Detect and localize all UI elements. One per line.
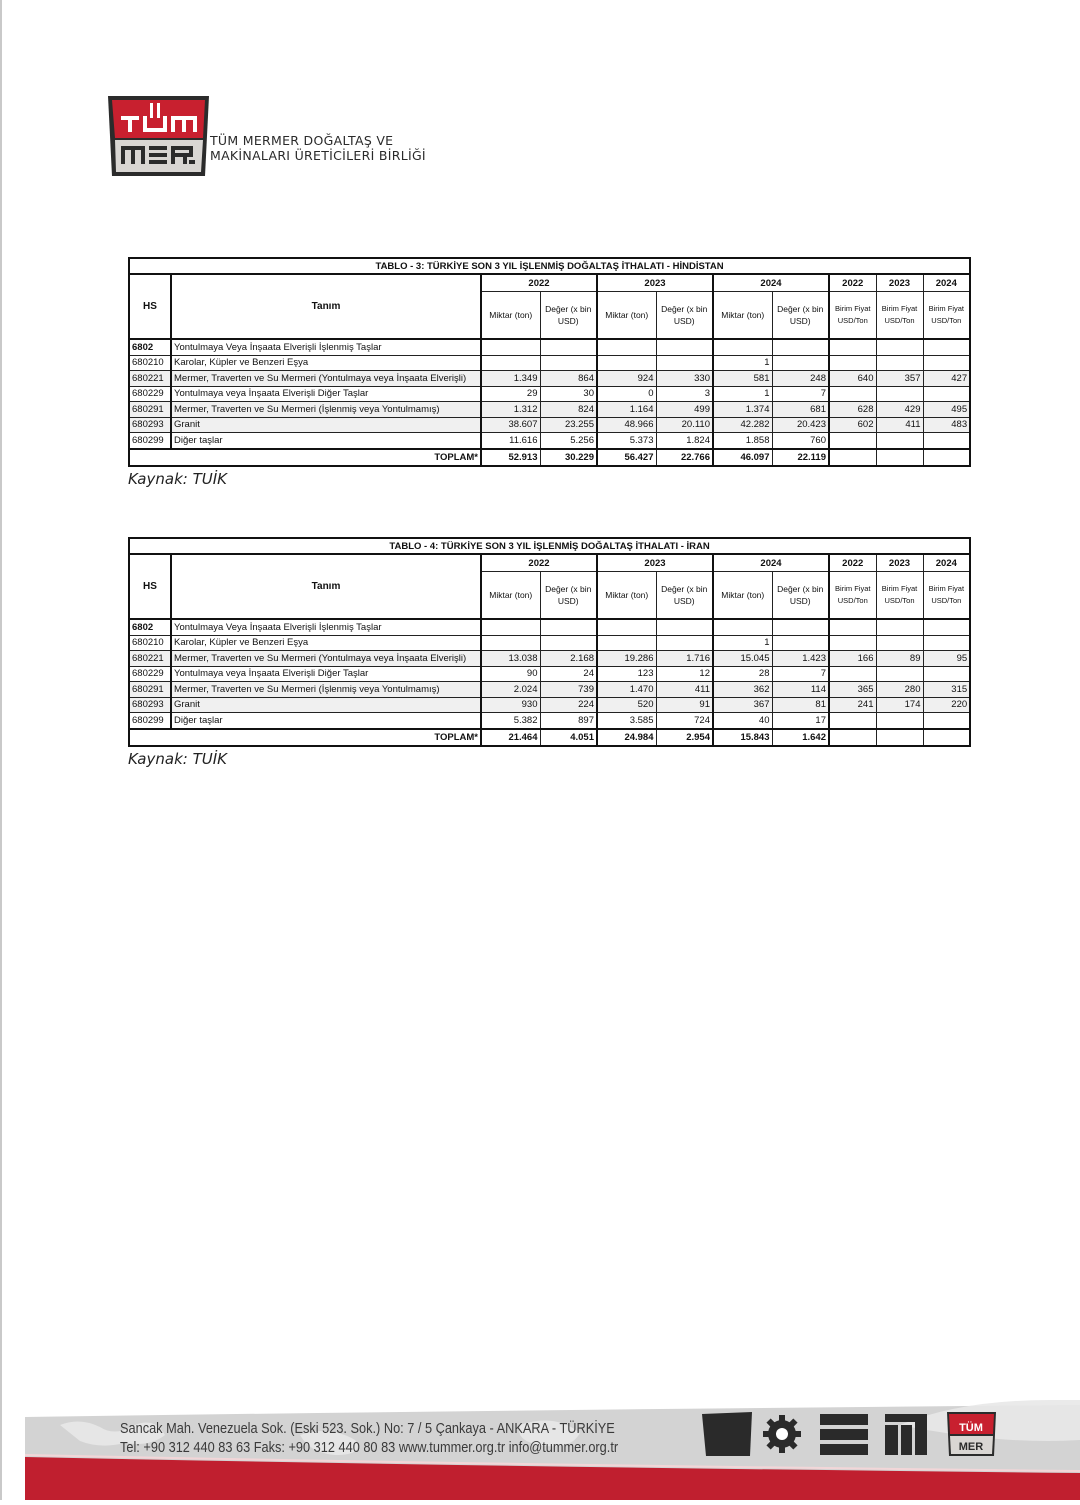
gear-icon	[763, 1415, 801, 1453]
cell-b2023	[876, 635, 923, 651]
description: Mermer, Traverten ve Su Mermeri (İşlenmiş veya Yontulmamış)	[171, 682, 481, 698]
cell-b2024	[923, 433, 970, 449]
cell-d2022	[540, 355, 597, 371]
cell-b2023	[876, 666, 923, 682]
year-header-row	[129, 554, 970, 572]
cell-d2022: 739	[540, 682, 597, 698]
cell-m2024: 15.045	[713, 651, 772, 667]
cell-d2024: 114	[772, 682, 829, 698]
table-title-row	[129, 538, 970, 554]
table-iran	[128, 537, 971, 747]
cell-d2024: 760	[772, 433, 829, 449]
cell-m2023	[597, 635, 656, 651]
year-header: 2023	[597, 554, 713, 572]
table-row	[129, 682, 970, 698]
cell-m2023	[597, 339, 656, 355]
total-label: TOPLAM*	[129, 729, 481, 746]
cell-d2022: 224	[540, 697, 597, 713]
cell-d2024: 20.423	[772, 417, 829, 433]
cell-d2023	[656, 355, 713, 371]
column-header-miktar: Miktar (ton)	[481, 292, 540, 340]
cell-d2023	[656, 635, 713, 651]
unit-price-year-header: 2024	[923, 554, 970, 572]
cell-b2023: 174	[876, 697, 923, 713]
cell-d2022	[540, 619, 597, 635]
cell-d2022: 864	[540, 371, 597, 387]
cell-m2024	[713, 339, 772, 355]
cell-d2022: 5.256	[540, 433, 597, 449]
organization-name-line1: TÜM MERMER DOĞALTAŞ VE	[210, 133, 394, 148]
cell-m2023: 123	[597, 666, 656, 682]
cell-b2024	[923, 339, 970, 355]
total-m2024: 46.097	[713, 449, 772, 466]
cell-m2023: 924	[597, 371, 656, 387]
hs-code: 680221	[129, 371, 171, 387]
table-title-row	[129, 258, 970, 274]
cell-b2023: 280	[876, 682, 923, 698]
description: Granit	[171, 697, 481, 713]
cell-m2023: 19.286	[597, 651, 656, 667]
cell-d2023: 12	[656, 666, 713, 682]
column-header-birim-fiyat: Birim Fiyat USD/Ton	[829, 572, 876, 620]
cell-d2024: 681	[772, 402, 829, 418]
hs-code: 680221	[129, 651, 171, 667]
cell-m2024: 581	[713, 371, 772, 387]
cell-m2022: 90	[481, 666, 540, 682]
cell-b2023	[876, 619, 923, 635]
unit-price-year-header: 2022	[829, 554, 876, 572]
column-header-deger: Değer (x bin USD)	[540, 292, 597, 340]
cell-b2024	[923, 355, 970, 371]
cell-b2022	[829, 433, 876, 449]
cell-d2024	[772, 619, 829, 635]
table-row	[129, 666, 970, 682]
cell-m2024: 367	[713, 697, 772, 713]
table-row	[129, 433, 970, 449]
cell-m2022	[481, 635, 540, 651]
hs-code: 6802	[129, 619, 171, 635]
total-row	[129, 729, 970, 746]
data-table	[128, 257, 971, 467]
cell-d2024: 1.423	[772, 651, 829, 667]
cell-d2022	[540, 635, 597, 651]
total-m2023: 56.427	[597, 449, 656, 466]
unit-price-year-header: 2022	[829, 274, 876, 292]
total-d2024: 1.642	[772, 729, 829, 746]
slabs-icon	[820, 1414, 868, 1455]
cell-m2023	[597, 355, 656, 371]
table-row	[129, 635, 970, 651]
total-d2022: 4.051	[540, 729, 597, 746]
cell-b2022	[829, 635, 876, 651]
column-header-hs: HS	[129, 554, 171, 619]
total-m2024: 15.843	[713, 729, 772, 746]
cell-b2023: 429	[876, 402, 923, 418]
cell-m2022: 11.616	[481, 433, 540, 449]
cell-d2023: 91	[656, 697, 713, 713]
cell-m2022	[481, 619, 540, 635]
cell-d2024: 81	[772, 697, 829, 713]
hs-code: 680293	[129, 417, 171, 433]
year-header: 2024	[713, 554, 829, 572]
hs-code: 6802	[129, 339, 171, 355]
cell-b2022: 365	[829, 682, 876, 698]
tummer-logo	[107, 94, 210, 178]
cell-d2022: 30	[540, 386, 597, 402]
cell-d2023	[656, 619, 713, 635]
cell-b2024	[923, 386, 970, 402]
hs-code: 680299	[129, 433, 171, 449]
cell-b2023	[876, 386, 923, 402]
cell-m2024: 1.374	[713, 402, 772, 418]
hs-code: 680210	[129, 635, 171, 651]
cell-d2024: 7	[772, 386, 829, 402]
cell-b2023	[876, 433, 923, 449]
organization-name-line2: MAKİNALARI ÜRETİCİLERİ BİRLİĞİ	[210, 148, 426, 163]
year-header: 2022	[481, 274, 597, 292]
unit-price-year-header: 2024	[923, 274, 970, 292]
cell-b2022	[829, 713, 876, 729]
hs-code: 680229	[129, 386, 171, 402]
column-header-miktar: Miktar (ton)	[597, 572, 656, 620]
data-table	[128, 537, 971, 747]
cell-b2022	[829, 355, 876, 371]
description: Yontulmaya Veya İnşaata Elverişli İşlenmiş Taşlar	[171, 339, 481, 355]
cell-m2023: 1.164	[597, 402, 656, 418]
cell-m2022: 13.038	[481, 651, 540, 667]
table-row	[129, 371, 970, 387]
cell-d2023: 411	[656, 682, 713, 698]
unit-price-year-header: 2023	[876, 554, 923, 572]
cell-b2024: 495	[923, 402, 970, 418]
cell-b2022: 628	[829, 402, 876, 418]
column-header-birim-fiyat: Birim Fiyat USD/Ton	[923, 292, 970, 340]
organization-name	[210, 133, 426, 163]
description: Karolar, Küpler ve Benzeri Eşya	[171, 355, 481, 371]
cell-d2023: 1.824	[656, 433, 713, 449]
description: Yontulmaya veya İnşaata Elverişli Diğer Taşlar	[171, 386, 481, 402]
cell-m2023: 48.966	[597, 417, 656, 433]
hs-code: 680229	[129, 666, 171, 682]
cell-m2023: 0	[597, 386, 656, 402]
description: Diğer taşlar	[171, 713, 481, 729]
column-header-deger: Değer (x bin USD)	[540, 572, 597, 620]
hs-code: 680291	[129, 402, 171, 418]
hs-code: 680210	[129, 355, 171, 371]
footer-icons	[700, 1410, 1000, 1460]
cell-b2022	[829, 666, 876, 682]
table-row	[129, 697, 970, 713]
cell-b2024: 95	[923, 651, 970, 667]
year-header: 2022	[481, 554, 597, 572]
description: Yontulmaya Veya İnşaata Elverişli İşlenmiş Taşlar	[171, 619, 481, 635]
hs-code: 680299	[129, 713, 171, 729]
cell-b2024: 427	[923, 371, 970, 387]
column-header-deger: Değer (x bin USD)	[656, 292, 713, 340]
cell-b2022	[829, 619, 876, 635]
total-empty-cell	[829, 449, 876, 466]
cell-m2022: 1.349	[481, 371, 540, 387]
total-empty-cell	[876, 729, 923, 746]
cell-d2022: 2.168	[540, 651, 597, 667]
column-header-birim-fiyat: Birim Fiyat USD/Ton	[876, 292, 923, 340]
cell-b2023: 411	[876, 417, 923, 433]
cell-b2022: 602	[829, 417, 876, 433]
column-header-deger: Değer (x bin USD)	[656, 572, 713, 620]
source-note: Kaynak: TUİK	[128, 750, 227, 768]
description: Karolar, Küpler ve Benzeri Eşya	[171, 635, 481, 651]
total-m2022: 21.464	[481, 729, 540, 746]
table-row	[129, 619, 970, 635]
total-row	[129, 449, 970, 466]
cell-b2023: 357	[876, 371, 923, 387]
column-header-tanim: Tanım	[171, 554, 481, 619]
cell-b2023	[876, 713, 923, 729]
cell-d2023: 724	[656, 713, 713, 729]
cell-m2023: 5.373	[597, 433, 656, 449]
cell-d2023: 1.716	[656, 651, 713, 667]
cell-d2023: 3	[656, 386, 713, 402]
cell-m2022: 29	[481, 386, 540, 402]
cell-m2024: 1	[713, 355, 772, 371]
cell-m2024: 1.858	[713, 433, 772, 449]
cell-b2024: 483	[923, 417, 970, 433]
total-d2023: 2.954	[656, 729, 713, 746]
column-header-birim-fiyat: Birim Fiyat USD/Ton	[876, 572, 923, 620]
cell-m2023: 3.585	[597, 713, 656, 729]
cell-m2024: 362	[713, 682, 772, 698]
cell-m2023	[597, 619, 656, 635]
cell-d2023: 20.110	[656, 417, 713, 433]
column-header-miktar: Miktar (ton)	[713, 292, 772, 340]
cell-b2024	[923, 713, 970, 729]
cell-m2024: 1	[713, 386, 772, 402]
total-d2023: 22.766	[656, 449, 713, 466]
column-header-tanim: Tanım	[171, 274, 481, 339]
total-label: TOPLAM*	[129, 449, 481, 466]
total-empty-cell	[923, 729, 970, 746]
cell-b2024	[923, 619, 970, 635]
total-d2024: 22.119	[772, 449, 829, 466]
total-empty-cell	[829, 729, 876, 746]
cell-m2022: 2.024	[481, 682, 540, 698]
cell-m2023: 520	[597, 697, 656, 713]
cell-b2022: 241	[829, 697, 876, 713]
footer-address: Sancak Mah. Venezuela Sok. (Eski 523. Sok.) No: 7 / 5 Çankaya - ANKARA - TÜRKİYE	[120, 1421, 615, 1437]
column-header-miktar: Miktar (ton)	[597, 292, 656, 340]
column-header-miktar: Miktar (ton)	[713, 572, 772, 620]
svg-text:MER: MER	[958, 1441, 984, 1453]
total-d2022: 30.229	[540, 449, 597, 466]
table-hindistan	[128, 257, 971, 467]
total-empty-cell	[923, 449, 970, 466]
description: Mermer, Traverten ve Su Mermeri (İşlenmiş veya Yontulmamış)	[171, 402, 481, 418]
block-icon	[702, 1412, 752, 1456]
description: Granit	[171, 417, 481, 433]
cell-b2024: 220	[923, 697, 970, 713]
cell-m2022: 930	[481, 697, 540, 713]
source-note: Kaynak: TUİK	[128, 470, 227, 488]
column-header-deger: Değer (x bin USD)	[772, 292, 829, 340]
cell-b2023	[876, 355, 923, 371]
cell-m2023: 1.470	[597, 682, 656, 698]
svg-text:TÜM: TÜM	[959, 1422, 983, 1434]
year-header: 2024	[713, 274, 829, 292]
column-header-birim-fiyat: Birim Fiyat USD/Ton	[829, 292, 876, 340]
cell-d2022: 824	[540, 402, 597, 418]
cell-m2024: 28	[713, 666, 772, 682]
hs-code: 680293	[129, 697, 171, 713]
column-header-miktar: Miktar (ton)	[481, 572, 540, 620]
table-title: TABLO - 4: TÜRKİYE SON 3 YIL İŞLENMİŞ DOĞALTAŞ İTHALATI - İRAN	[129, 538, 970, 554]
table-row	[129, 386, 970, 402]
table-row	[129, 339, 970, 355]
tiles-icon	[885, 1414, 927, 1455]
tummer-logo-icon	[947, 1412, 996, 1456]
cell-d2024	[772, 339, 829, 355]
page-edge	[0, 0, 2, 1500]
cell-b2022: 166	[829, 651, 876, 667]
cell-d2022: 897	[540, 713, 597, 729]
cell-m2022: 5.382	[481, 713, 540, 729]
cell-d2024: 17	[772, 713, 829, 729]
table-row	[129, 402, 970, 418]
table-row	[129, 417, 970, 433]
cell-b2022: 640	[829, 371, 876, 387]
cell-m2022: 1.312	[481, 402, 540, 418]
year-header-row	[129, 274, 970, 292]
table-row	[129, 713, 970, 729]
cell-d2024: 248	[772, 371, 829, 387]
cell-m2022	[481, 339, 540, 355]
cell-b2022	[829, 339, 876, 355]
hs-code: 680291	[129, 682, 171, 698]
cell-b2023	[876, 339, 923, 355]
cell-d2022: 24	[540, 666, 597, 682]
cell-d2022: 23.255	[540, 417, 597, 433]
cell-m2024	[713, 619, 772, 635]
column-header-hs: HS	[129, 274, 171, 339]
cell-b2023: 89	[876, 651, 923, 667]
unit-price-year-header: 2023	[876, 274, 923, 292]
description: Yontulmaya veya İnşaata Elverişli Diğer Taşlar	[171, 666, 481, 682]
cell-b2024	[923, 635, 970, 651]
table-row	[129, 651, 970, 667]
table-row	[129, 355, 970, 371]
cell-d2024	[772, 355, 829, 371]
cell-d2024	[772, 635, 829, 651]
description: Mermer, Traverten ve Su Mermeri (Yontulmaya veya İnşaata Elverişli)	[171, 651, 481, 667]
table-title: TABLO - 3: TÜRKİYE SON 3 YIL İŞLENMİŞ DOĞALTAŞ İTHALATI - HİNDİSTAN	[129, 258, 970, 274]
cell-b2022	[829, 386, 876, 402]
cell-m2024: 40	[713, 713, 772, 729]
cell-d2023	[656, 339, 713, 355]
footer-contact: Tel: +90 312 440 83 63 Faks: +90 312 440 80 83 www.tummer.org.tr info@tummer.org.tr	[120, 1440, 619, 1456]
column-header-birim-fiyat: Birim Fiyat USD/Ton	[923, 572, 970, 620]
cell-d2022	[540, 339, 597, 355]
total-m2022: 52.913	[481, 449, 540, 466]
cell-b2024	[923, 666, 970, 682]
total-m2023: 24.984	[597, 729, 656, 746]
description: Mermer, Traverten ve Su Mermeri (Yontulmaya veya İnşaata Elverişli)	[171, 371, 481, 387]
year-header: 2023	[597, 274, 713, 292]
cell-d2023: 499	[656, 402, 713, 418]
cell-m2022: 38.607	[481, 417, 540, 433]
cell-m2022	[481, 355, 540, 371]
column-header-deger: Değer (x bin USD)	[772, 572, 829, 620]
cell-b2024: 315	[923, 682, 970, 698]
cell-m2024: 1	[713, 635, 772, 651]
cell-d2023: 330	[656, 371, 713, 387]
cell-m2024: 42.282	[713, 417, 772, 433]
cell-d2024: 7	[772, 666, 829, 682]
total-empty-cell	[876, 449, 923, 466]
description: Diğer taşlar	[171, 433, 481, 449]
